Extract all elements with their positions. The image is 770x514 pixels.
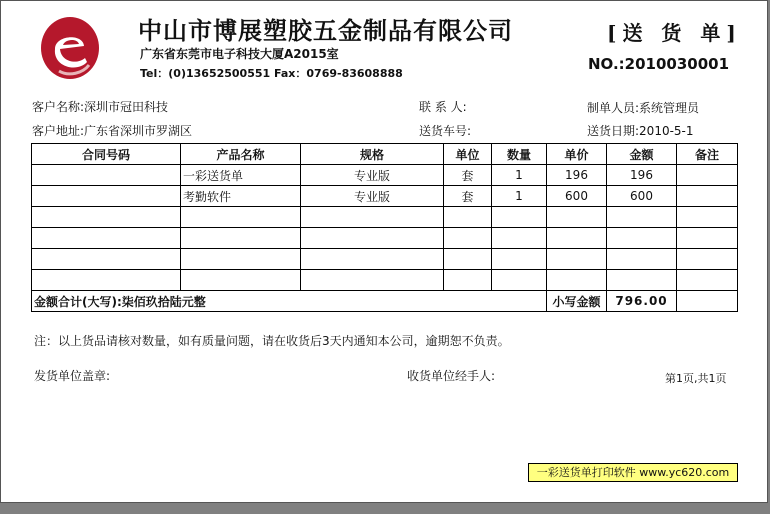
cell-product-name: 一彩送货单 [181,165,301,186]
cell-remark [677,165,738,186]
delivery-date: 送货日期:2010-5-1 [587,124,694,138]
cell-unit: 套 [444,165,492,186]
cell-unit [444,249,492,270]
company-name: 中山市博展塑胶五金制品有限公司 [138,16,513,45]
cell-amount [607,249,677,270]
table-row [32,249,738,270]
cell-amount [607,270,677,291]
cell-product-name: 考勤软件 [181,186,301,207]
document-title: [送 货 单] [607,21,742,45]
contact-person: 联 系 人: [419,100,467,114]
customer-name: 客户名称:深圳市冠田科技 [32,100,169,114]
total-amount-words: 金额合计(大写):柒佰玖拾陆元整 [32,291,547,312]
sender-seal-label: 发货单位盖章: [34,369,111,383]
table-header-row [32,144,738,165]
cell-product-name [181,270,301,291]
cell-spec: 专业版 [301,165,444,186]
company-contact: Tel：(0)13652500551 Fax：0769-83608888 [140,67,403,80]
software-ad-banner[interactable]: 一彩送货单打印软件 www.yc620.com [528,463,738,482]
cell-spec [301,270,444,291]
cell-unit [444,228,492,249]
cell-quantity: 1 [492,165,547,186]
header-remark: 备注 [677,144,738,165]
header-spec: 规格 [301,144,444,165]
cell-quantity [492,249,547,270]
company-logo-icon [39,15,101,81]
receiver-signature-label: 收货单位经手人: [407,369,496,383]
total-row [32,291,738,312]
page-info: 第1页,共1页 [665,372,727,385]
cell-remark [677,207,738,228]
cell-contract-no [32,165,181,186]
cell-quantity [492,270,547,291]
table-row [32,270,738,291]
cell-remark [677,270,738,291]
cell-remark [677,249,738,270]
cell-unit-price: 196 [547,165,607,186]
footer-note: 注：以上货品请核对数量，如有质量问题，请在收货后3天内通知本公司，逾期恕不负责。 [34,334,510,348]
cell-unit-price [547,207,607,228]
cell-contract-no [32,186,181,207]
goods-table [31,143,738,312]
table-row [32,165,738,186]
cell-amount: 600 [607,186,677,207]
cell-amount [607,228,677,249]
cell-unit-price: 600 [547,186,607,207]
cell-contract-no [32,207,181,228]
cell-remark [677,186,738,207]
header-amount: 金额 [607,144,677,165]
cell-contract-no [32,228,181,249]
cell-product-name [181,249,301,270]
cell-amount: 196 [607,165,677,186]
table-row [32,228,738,249]
cell-quantity: 1 [492,186,547,207]
cell-unit-price [547,249,607,270]
table-row [32,207,738,228]
cell-unit [444,207,492,228]
cell-contract-no [32,270,181,291]
cell-unit-price [547,270,607,291]
total-remark-cell [677,291,738,312]
total-amount-label: 小写金额 [547,291,607,312]
vehicle-number: 送货车号: [419,124,472,138]
cell-spec: 专业版 [301,186,444,207]
document-number: NO.:2010030001 [588,55,730,73]
cell-contract-no [32,249,181,270]
customer-address: 客户地址:广东省深圳市罗湖区 [32,124,193,138]
cell-product-name [181,207,301,228]
cell-unit: 套 [444,186,492,207]
cell-product-name [181,228,301,249]
company-address: 广东省东莞市电子科技大厦A2015室 [140,47,339,61]
header-quantity: 数量 [492,144,547,165]
total-amount-value: 796.00 [607,291,677,312]
header-unit-price: 单价 [547,144,607,165]
cell-quantity [492,207,547,228]
creator: 制单人员:系统管理员 [587,101,700,115]
table-row [32,186,738,207]
cell-spec [301,249,444,270]
cell-quantity [492,228,547,249]
cell-amount [607,207,677,228]
cell-unit-price [547,228,607,249]
cell-remark [677,228,738,249]
cell-spec [301,207,444,228]
header-contract-no: 合同号码 [32,144,181,165]
cell-unit [444,270,492,291]
cell-spec [301,228,444,249]
header-product-name: 产品名称 [181,144,301,165]
header-unit: 单位 [444,144,492,165]
